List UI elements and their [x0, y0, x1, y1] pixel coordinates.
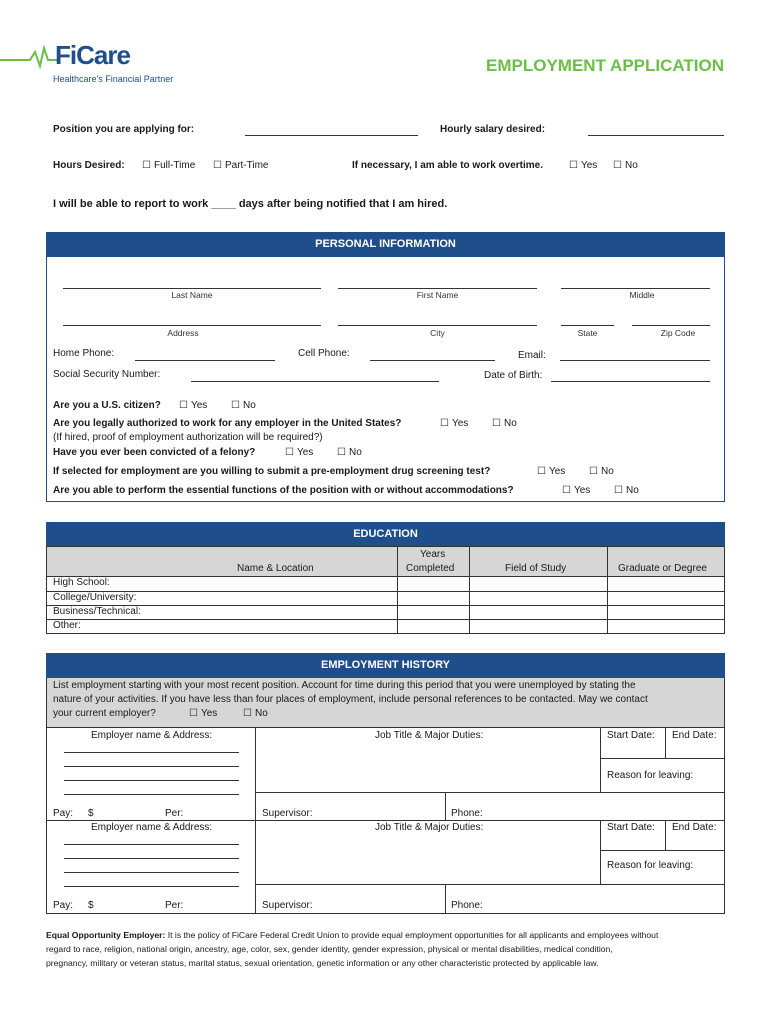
edu-col-name: Name & Location: [237, 563, 314, 574]
edu-row-highschool: High School:: [53, 577, 110, 588]
middle-caption: Middle: [629, 290, 655, 300]
page-title: EMPLOYMENT APPLICATION: [486, 56, 724, 75]
citizen-no[interactable]: ☐ No: [231, 400, 256, 411]
eoe-line-2: regard to race, religion, national origin, ancestry, age, color, sex, gender identity, gender expression, physical or mental disabilities, medical condition,: [46, 944, 613, 954]
employer-line[interactable]: [64, 766, 239, 767]
personal-header: PERSONAL INFORMATION: [46, 232, 725, 257]
reason-label-1: Reason for leaving:: [607, 770, 694, 781]
last-name-caption: Last Name: [171, 290, 213, 300]
logo-tagline: Healthcare's Financial Partner: [53, 74, 174, 84]
employer-label-1: Employer name & Address:: [91, 730, 213, 741]
employer-line[interactable]: [64, 858, 239, 859]
salary-field[interactable]: [588, 135, 724, 136]
phone-label-2: Phone:: [451, 900, 483, 911]
fulltime-checkbox[interactable]: ☐ Full-Time: [142, 160, 195, 171]
address-field[interactable]: [63, 325, 321, 326]
logo-text: FiCare: [55, 40, 130, 70]
employer-line[interactable]: [64, 844, 239, 845]
pay-label-1: Pay:: [53, 808, 74, 819]
felony-yes[interactable]: ☐ Yes: [285, 447, 313, 458]
intro-line-3: your current employer?: [53, 708, 156, 719]
middle-field[interactable]: [561, 288, 710, 289]
city-caption: City: [430, 328, 445, 338]
authorized-question: Are you legally authorized to work for any employer in the United States?: [53, 418, 402, 429]
education-header: EDUCATION: [46, 522, 725, 546]
contact-yes[interactable]: ☐ Yes: [189, 708, 217, 719]
per-label-1: Per:: [165, 808, 184, 819]
eoe-line-1: It is the policy of FiCare Federal Credit Union to provide equal employment opportunities for all applicants and employees without: [165, 930, 659, 940]
report-line: I will be able to report to work ____ days after being notified that I am hired.: [53, 198, 448, 210]
contact-no[interactable]: ☐ No: [243, 708, 268, 719]
reason-label-2: Reason for leaving:: [607, 860, 694, 871]
employer-line[interactable]: [64, 794, 239, 795]
edu-row-business: Business/Technical:: [53, 606, 141, 617]
personal-section: [46, 232, 725, 502]
start-label-1: Start Date:: [607, 730, 655, 741]
employer-line[interactable]: [64, 752, 239, 753]
dob-label: Date of Birth:: [484, 370, 543, 381]
dob-field[interactable]: [551, 381, 710, 382]
intro-line-1: List employment starting with your most recent position. Account for time during this period that you were unemployed by stating the: [53, 680, 636, 691]
supervisor-label-2: Supervisor:: [262, 900, 313, 911]
last-name-field[interactable]: [63, 288, 321, 289]
felony-no[interactable]: ☐ No: [337, 447, 362, 458]
supervisor-label-1: Supervisor:: [262, 808, 313, 819]
essential-yes[interactable]: ☐ Yes: [562, 485, 590, 496]
drug-no[interactable]: ☐ No: [589, 466, 614, 477]
intro-line-2: nature of your activities. If you have less than four places of employment, include personal references to be contacted. May we contact: [53, 694, 648, 705]
cell-phone-field[interactable]: [370, 360, 495, 361]
end-label-2: End Date:: [672, 822, 717, 833]
authorized-no[interactable]: ☐ No: [492, 418, 517, 429]
cell-phone-label: Cell Phone:: [298, 348, 350, 359]
felony-question: Have you ever been convicted of a felony?: [53, 447, 256, 458]
hours-label: Hours Desired:: [53, 160, 125, 171]
eoe-label: Equal Opportunity Employer:: [46, 930, 166, 940]
essential-no[interactable]: ☐ No: [614, 485, 639, 496]
employer-line[interactable]: [64, 872, 239, 873]
state-caption: State: [577, 328, 598, 338]
parttime-checkbox[interactable]: ☐ Part-Time: [213, 160, 269, 171]
eoe-statement: [46, 928, 726, 970]
overtime-no[interactable]: ☐ No: [613, 160, 638, 171]
overtime-label: If necessary, I am able to work overtime.: [352, 160, 544, 171]
per-label-2: Per:: [165, 900, 184, 911]
job-label-1: Job Title & Major Duties:: [375, 730, 484, 741]
drug-question: If selected for employment are you willing to submit a pre-employment drug screening test?: [53, 466, 491, 477]
employer-line[interactable]: [64, 780, 239, 781]
logo: [0, 40, 200, 90]
edu-col-grad: Graduate or Degree: [618, 563, 707, 574]
pay-label-2: Pay:: [53, 900, 74, 911]
start-label-2: Start Date:: [607, 822, 655, 833]
address-caption: Address: [167, 328, 199, 338]
position-field[interactable]: [245, 135, 418, 136]
citizen-question: Are you a U.S. citizen?: [53, 400, 161, 411]
overtime-yes[interactable]: ☐ Yes: [569, 160, 597, 171]
ssn-label: Social Security Number:: [53, 369, 161, 380]
home-phone-label: Home Phone:: [53, 348, 115, 359]
drug-yes[interactable]: ☐ Yes: [537, 466, 565, 477]
dollar-1: $: [88, 808, 94, 819]
edu-row-college: College/University:: [53, 592, 137, 603]
edu-row-other: Other:: [53, 620, 81, 631]
education-table: [46, 546, 725, 634]
essential-question: Are you able to perform the essential functions of the position with or without accommodations?: [53, 485, 514, 496]
job-label-2: Job Title & Major Duties:: [375, 822, 484, 833]
eoe-line-3: pregnancy, military or veteran status, marital status, sexual orientation, genetic information or any other characteristic protected by applicable law.: [46, 958, 599, 968]
edu-col-completed: Completed: [406, 563, 455, 574]
authorized-yes[interactable]: ☐ Yes: [440, 418, 468, 429]
end-label-1: End Date:: [672, 730, 717, 741]
first-name-caption: First Name: [416, 290, 459, 300]
zip-field[interactable]: [632, 325, 710, 326]
email-field[interactable]: [560, 360, 710, 361]
ssn-field[interactable]: [191, 381, 439, 382]
employment-header: EMPLOYMENT HISTORY: [46, 653, 725, 678]
city-field[interactable]: [338, 325, 537, 326]
edu-col-years: Years: [420, 549, 446, 560]
edu-col-field: Field of Study: [505, 563, 567, 574]
employer-label-2: Employer name & Address:: [91, 822, 213, 833]
phone-label-1: Phone:: [451, 808, 483, 819]
dollar-2: $: [88, 900, 94, 911]
first-name-field[interactable]: [338, 288, 537, 289]
salary-label: Hourly salary desired:: [440, 124, 546, 135]
position-label: Position you are applying for:: [53, 124, 195, 135]
citizen-yes[interactable]: ☐ Yes: [179, 400, 207, 411]
employment-table: [46, 728, 725, 914]
employer-line[interactable]: [64, 886, 239, 887]
zip-caption: Zip Code: [660, 328, 696, 338]
heartbeat-icon: [0, 42, 60, 72]
proof-note: (If hired, proof of employment authorization will be required?): [53, 432, 323, 443]
home-phone-field[interactable]: [135, 360, 275, 361]
email-label: Email:: [518, 350, 546, 361]
state-field[interactable]: [561, 325, 614, 326]
employment-intro: [46, 678, 725, 728]
